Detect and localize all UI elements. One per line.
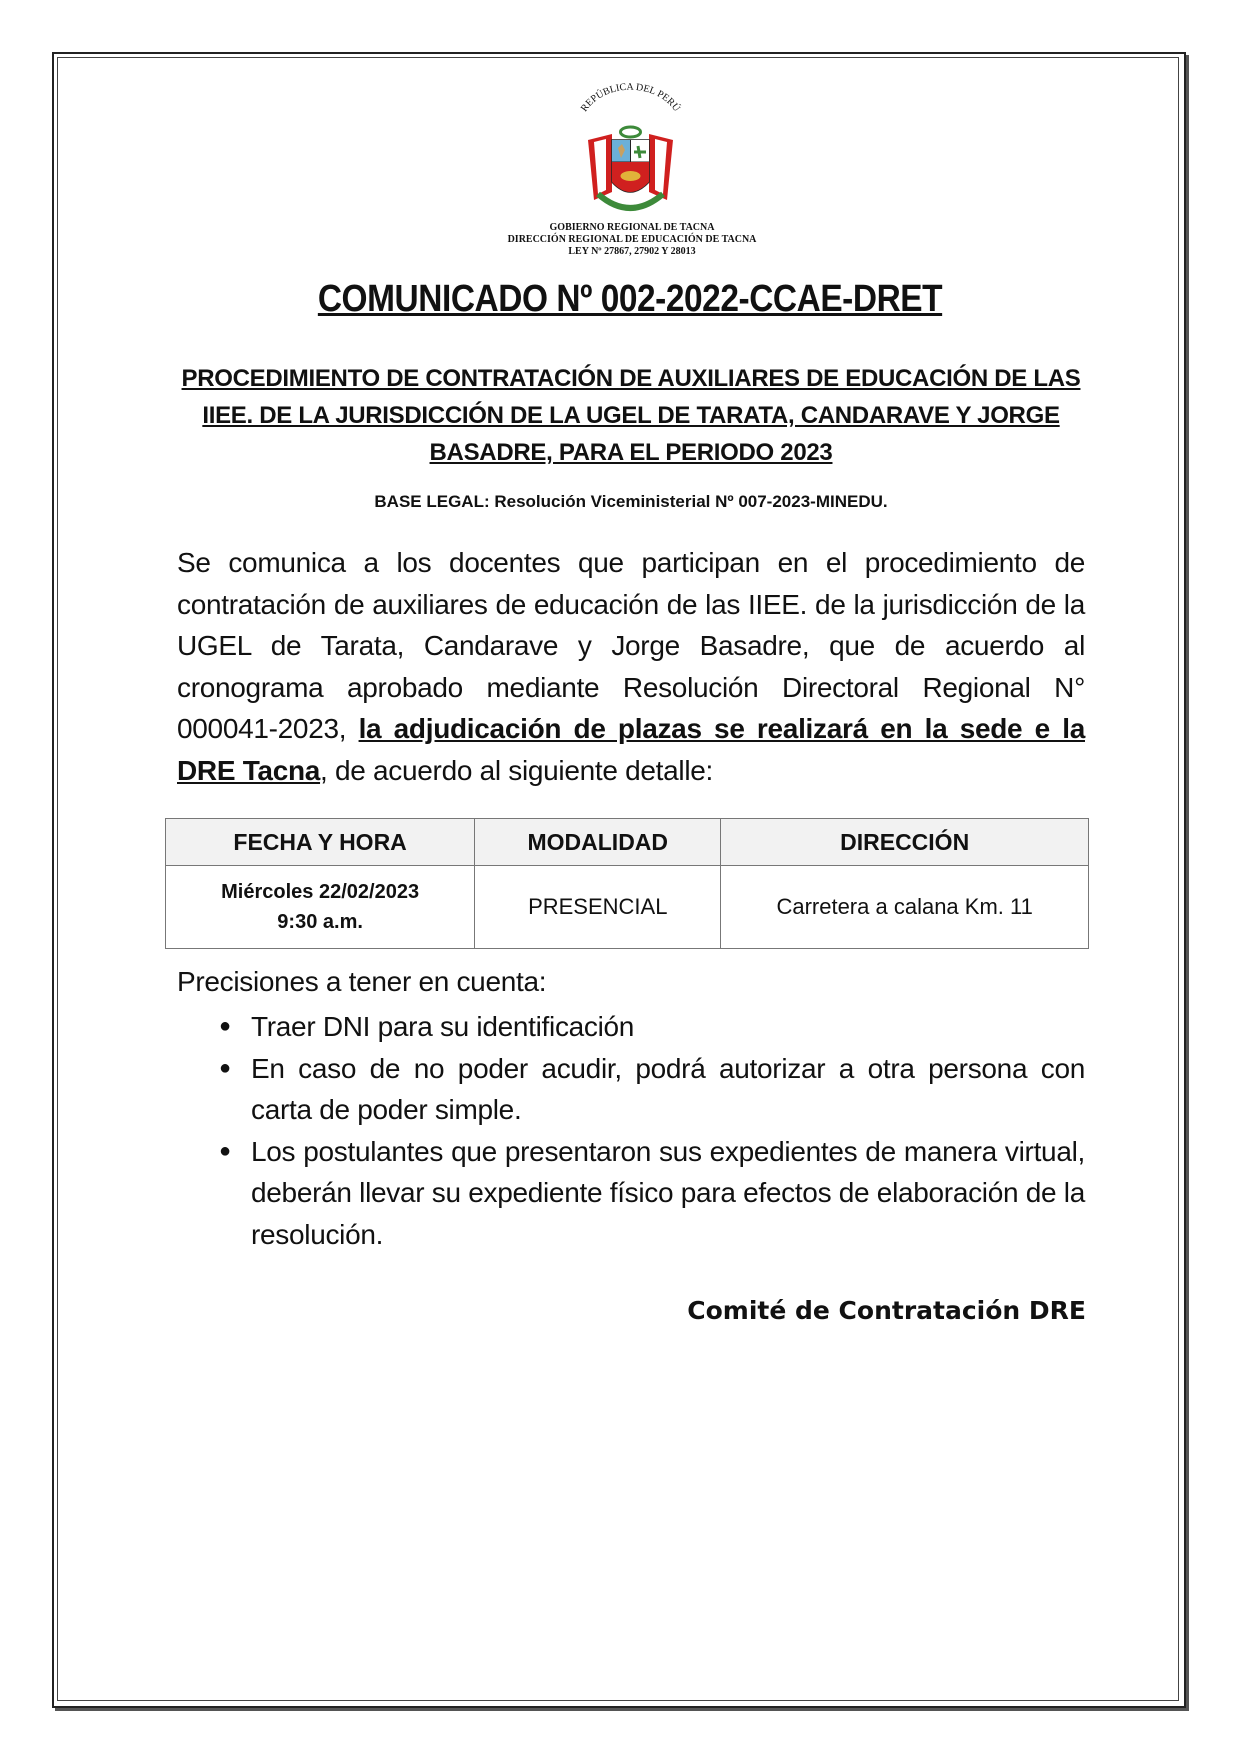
cell-direccion: Carretera a calana Km. 11: [721, 866, 1089, 949]
legal-basis: BASE LEGAL: Resolución Viceministerial Nº 007-2023-MINEDU.: [374, 492, 888, 511]
header-line-1: GOBIERNO REGIONAL DE TACNA: [549, 222, 715, 233]
body-intro: Se comunica a los docentes que participan en el procedimiento de contratación de auxiliares de educación de las IIEE. de la jurisdicción de la UGEL de Tarata, Candarave y Jorge Basadre, que de acuerdo al cronograma aprobado mediante Resolución Directoral Regional N° 000041-2023,: [177, 547, 1085, 744]
notes-title: Precisiones a tener en cuenta:: [177, 966, 547, 997]
notes-list: [177, 1006, 1085, 1255]
note-text: Los postulantes que presentaron sus expedientes de manera virtual, deberán llevar su expediente físico para efectos de elaboración de la resolución.: [251, 1135, 1085, 1250]
table-header-row: [166, 819, 1089, 866]
body-paragraph: [177, 542, 1085, 791]
institution-header: [400, 222, 864, 258]
signature: Comité de Contratación DRE: [687, 1296, 1086, 1325]
header-line-2: DIRECCIÓN REGIONAL DE EDUCACIÓN DE TACNA: [507, 234, 757, 245]
document-title: COMUNICADO Nº 002-2022-CCAE-DRET: [317, 278, 943, 320]
body-outro: , de acuerdo al siguiente detalle:: [320, 754, 714, 786]
cell-fecha-hora: [166, 866, 475, 949]
schedule-table: [165, 818, 1089, 949]
peru-coat-of-arms-icon: [568, 82, 693, 222]
bullet-icon: ●: [219, 1015, 231, 1037]
document-subtitle: [176, 360, 1086, 471]
header-direccion: DIRECCIÓN: [721, 819, 1089, 866]
header-line-3: LEY Nº 27867, 27902 Y 28013: [568, 246, 696, 257]
subtitle-line-1: PROCEDIMIENTO DE CONTRATACIÓN DE AUXILIARES DE EDUCACIÓN DE LAS: [181, 365, 1081, 392]
body-emphasis: la adjudicación de plazas se realizará en la sede e la DRE Tacna: [177, 713, 1085, 786]
list-item: [177, 1048, 1085, 1131]
subtitle-line-2: IIEE. DE LA JURISDICCIÓN DE LA UGEL DE TARATA, CANDARAVE Y JORGE: [202, 402, 1060, 429]
crest-arc-text: REPÚBLICA DEL PERÚ: [578, 82, 682, 114]
header-fecha-hora: FECHA Y HORA: [166, 819, 475, 866]
header-modalidad: MODALIDAD: [475, 819, 721, 866]
svg-text:REPÚBLICA DEL PERÚ: [579, 82, 683, 115]
bullet-icon: ●: [219, 1056, 231, 1079]
note-text: En caso de no poder acudir, podrá autorizar a otra persona con carta de poder simple.: [251, 1052, 1085, 1125]
subtitle-line-3: BASADRE, PARA EL PERIODO 2023: [429, 439, 833, 466]
list-item: [177, 1131, 1085, 1256]
list-item: [177, 1006, 1085, 1048]
cell-date: Miércoles 22/02/2023: [221, 881, 420, 903]
table-row: [166, 866, 1089, 949]
cell-modalidad: PRESENCIAL: [475, 866, 721, 949]
cell-time: 9:30 a.m.: [277, 911, 363, 933]
bullet-icon: ●: [219, 1139, 231, 1162]
note-text: Traer DNI para su identificación: [251, 1011, 635, 1042]
